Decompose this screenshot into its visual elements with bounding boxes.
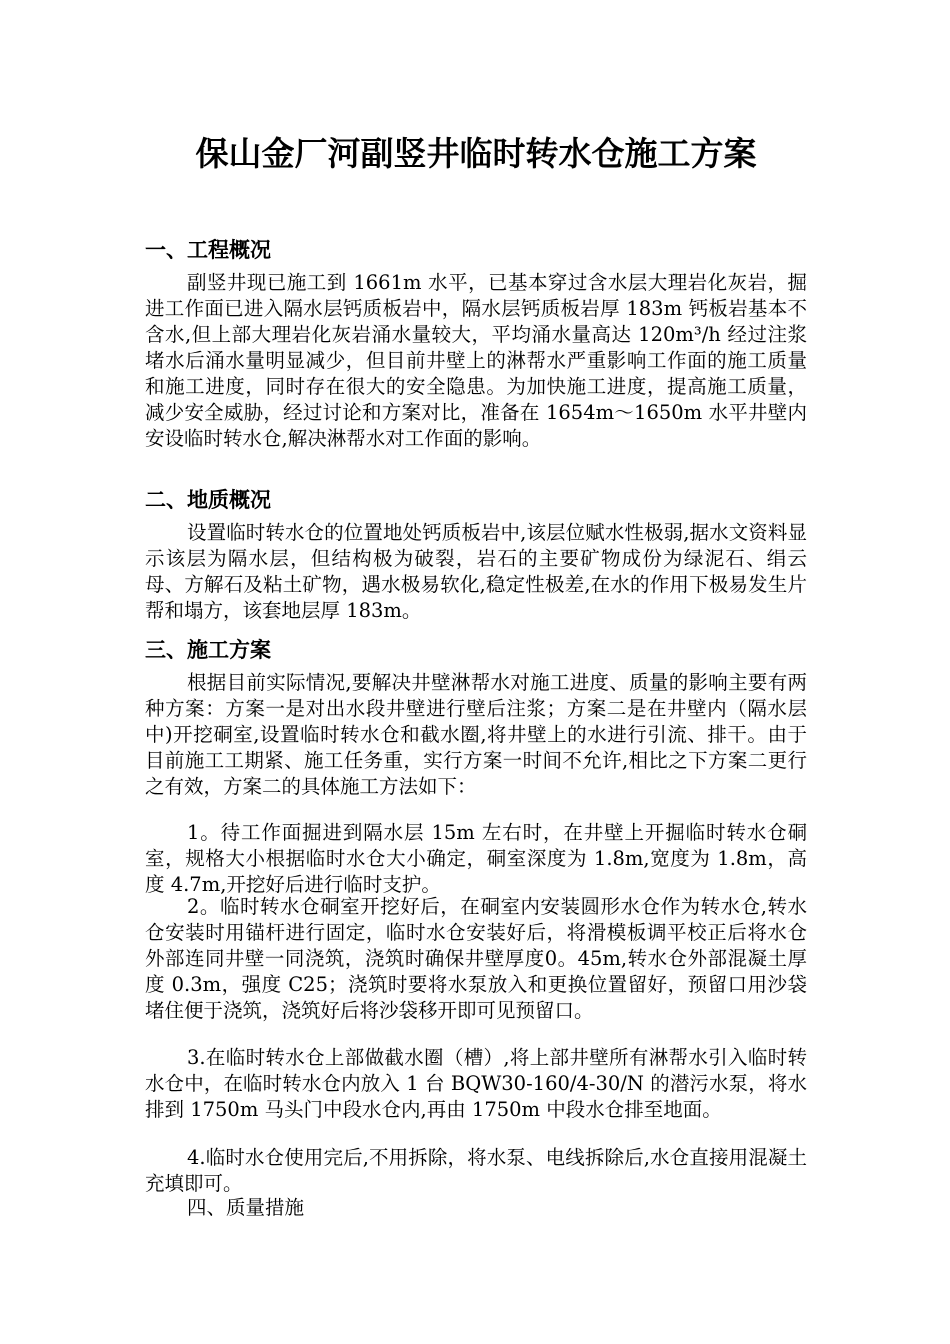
paragraph-plan-step-3: 3.在临时转水仓上部做截水圈（槽）,将上部井壁所有淋帮水引入临时转水仓中，在临时转水仓内放入 1 台 BQW30-160/4-30/N 的潜污水泵，将水排到 1750m 马头门中段水仓内,再由 1750m 中段水仓排至地面。 (145, 1046, 807, 1121)
paragraph-plan-step-2: 2。临时转水仓硐室开挖好后，在硐室内安装圆形水仓作为转水仓,转水仓安装时用锚杆进行固定，临时水仓安装好后，将滑模板调平校正后将水仓外部连同井壁一同浇筑，浇筑时确保井壁厚度0。45m,转水仓外部混凝土厚度 0.3m，强度 C25；浇筑时要将水泵放入和更换位置留好，预留口用沙袋堵住便于浇筑，浇筑好后将沙袋移开即可见预留口。 (145, 895, 807, 1022)
paragraph-plan-step-4: 4.临时水仓使用完后,不用拆除，将水泵、电线拆除后,水仓直接用混凝土充填即可。 (145, 1146, 807, 1195)
paragraph-plan-step-1: 1。待工作面掘进到隔水层 15m 左右时，在井壁上开掘临时转水仓硐室，规格大小根据临时水仓大小确定，硐室深度为 1.8m,宽度为 1.8m，高度 4.7m,开挖好后进行临时支护。 (145, 821, 807, 896)
section-heading-plan: 三、施工方案 (145, 638, 271, 662)
paragraph-quality-heading: 四、质量措施 (187, 1196, 305, 1219)
paragraph-plan-intro: 根据目前实际情况,要解决井壁淋帮水对施工进度、质量的影响主要有两种方案：方案一是对出水段井壁进行壁后注浆；方案二是在井壁内（隔水层中)开挖硐室,设置临时转水仓和截水圈,将井壁上的水进行引流、排干。由于目前施工工期紧、施工任务重，实行方案一时间不允许,相比之下方案二更行之有效，方案二的具体施工方法如下： (145, 671, 807, 798)
section-heading-geology: 二、地质概况 (145, 488, 271, 512)
paragraph-geology: 设置临时转水仓的位置地处钙质板岩中,该层位赋水性极弱,据水文资料显示该层为隔水层，但结构极为破裂，岩石的主要矿物成份为绿泥石、绢云母、方解石及粘土矿物，遇水极易软化,稳定性极差,在水的作用下极易发生片帮和塌方，该套地层厚 183m。 (145, 521, 807, 622)
section-heading-overview: 一、工程概况 (145, 238, 271, 262)
document-title: 保山金厂河副竖井临时转水仓施工方案 (195, 134, 757, 173)
paragraph-overview: 副竖井现已施工到 1661m 水平，已基本穿过含水层大理岩化灰岩，掘进工作面已进入隔水层钙质板岩中，隔水层钙质板岩厚 183m 钙板岩基本不含水,但上部大理岩化灰岩涌水量较大，平均涌水量高达 120m³/h 经过注浆堵水后涌水量明显减少，但目前井壁上的淋帮水严重影响工作面的施工质量和施工进度，同时存在很大的安全隐患。为加快施工进度，提高施工质量，减少安全威胁，经过讨论和方案对比，准备在 1654m～1650m 水平井壁内安设临时转水仓,解决淋帮水对工作面的影响。 (145, 271, 807, 450)
